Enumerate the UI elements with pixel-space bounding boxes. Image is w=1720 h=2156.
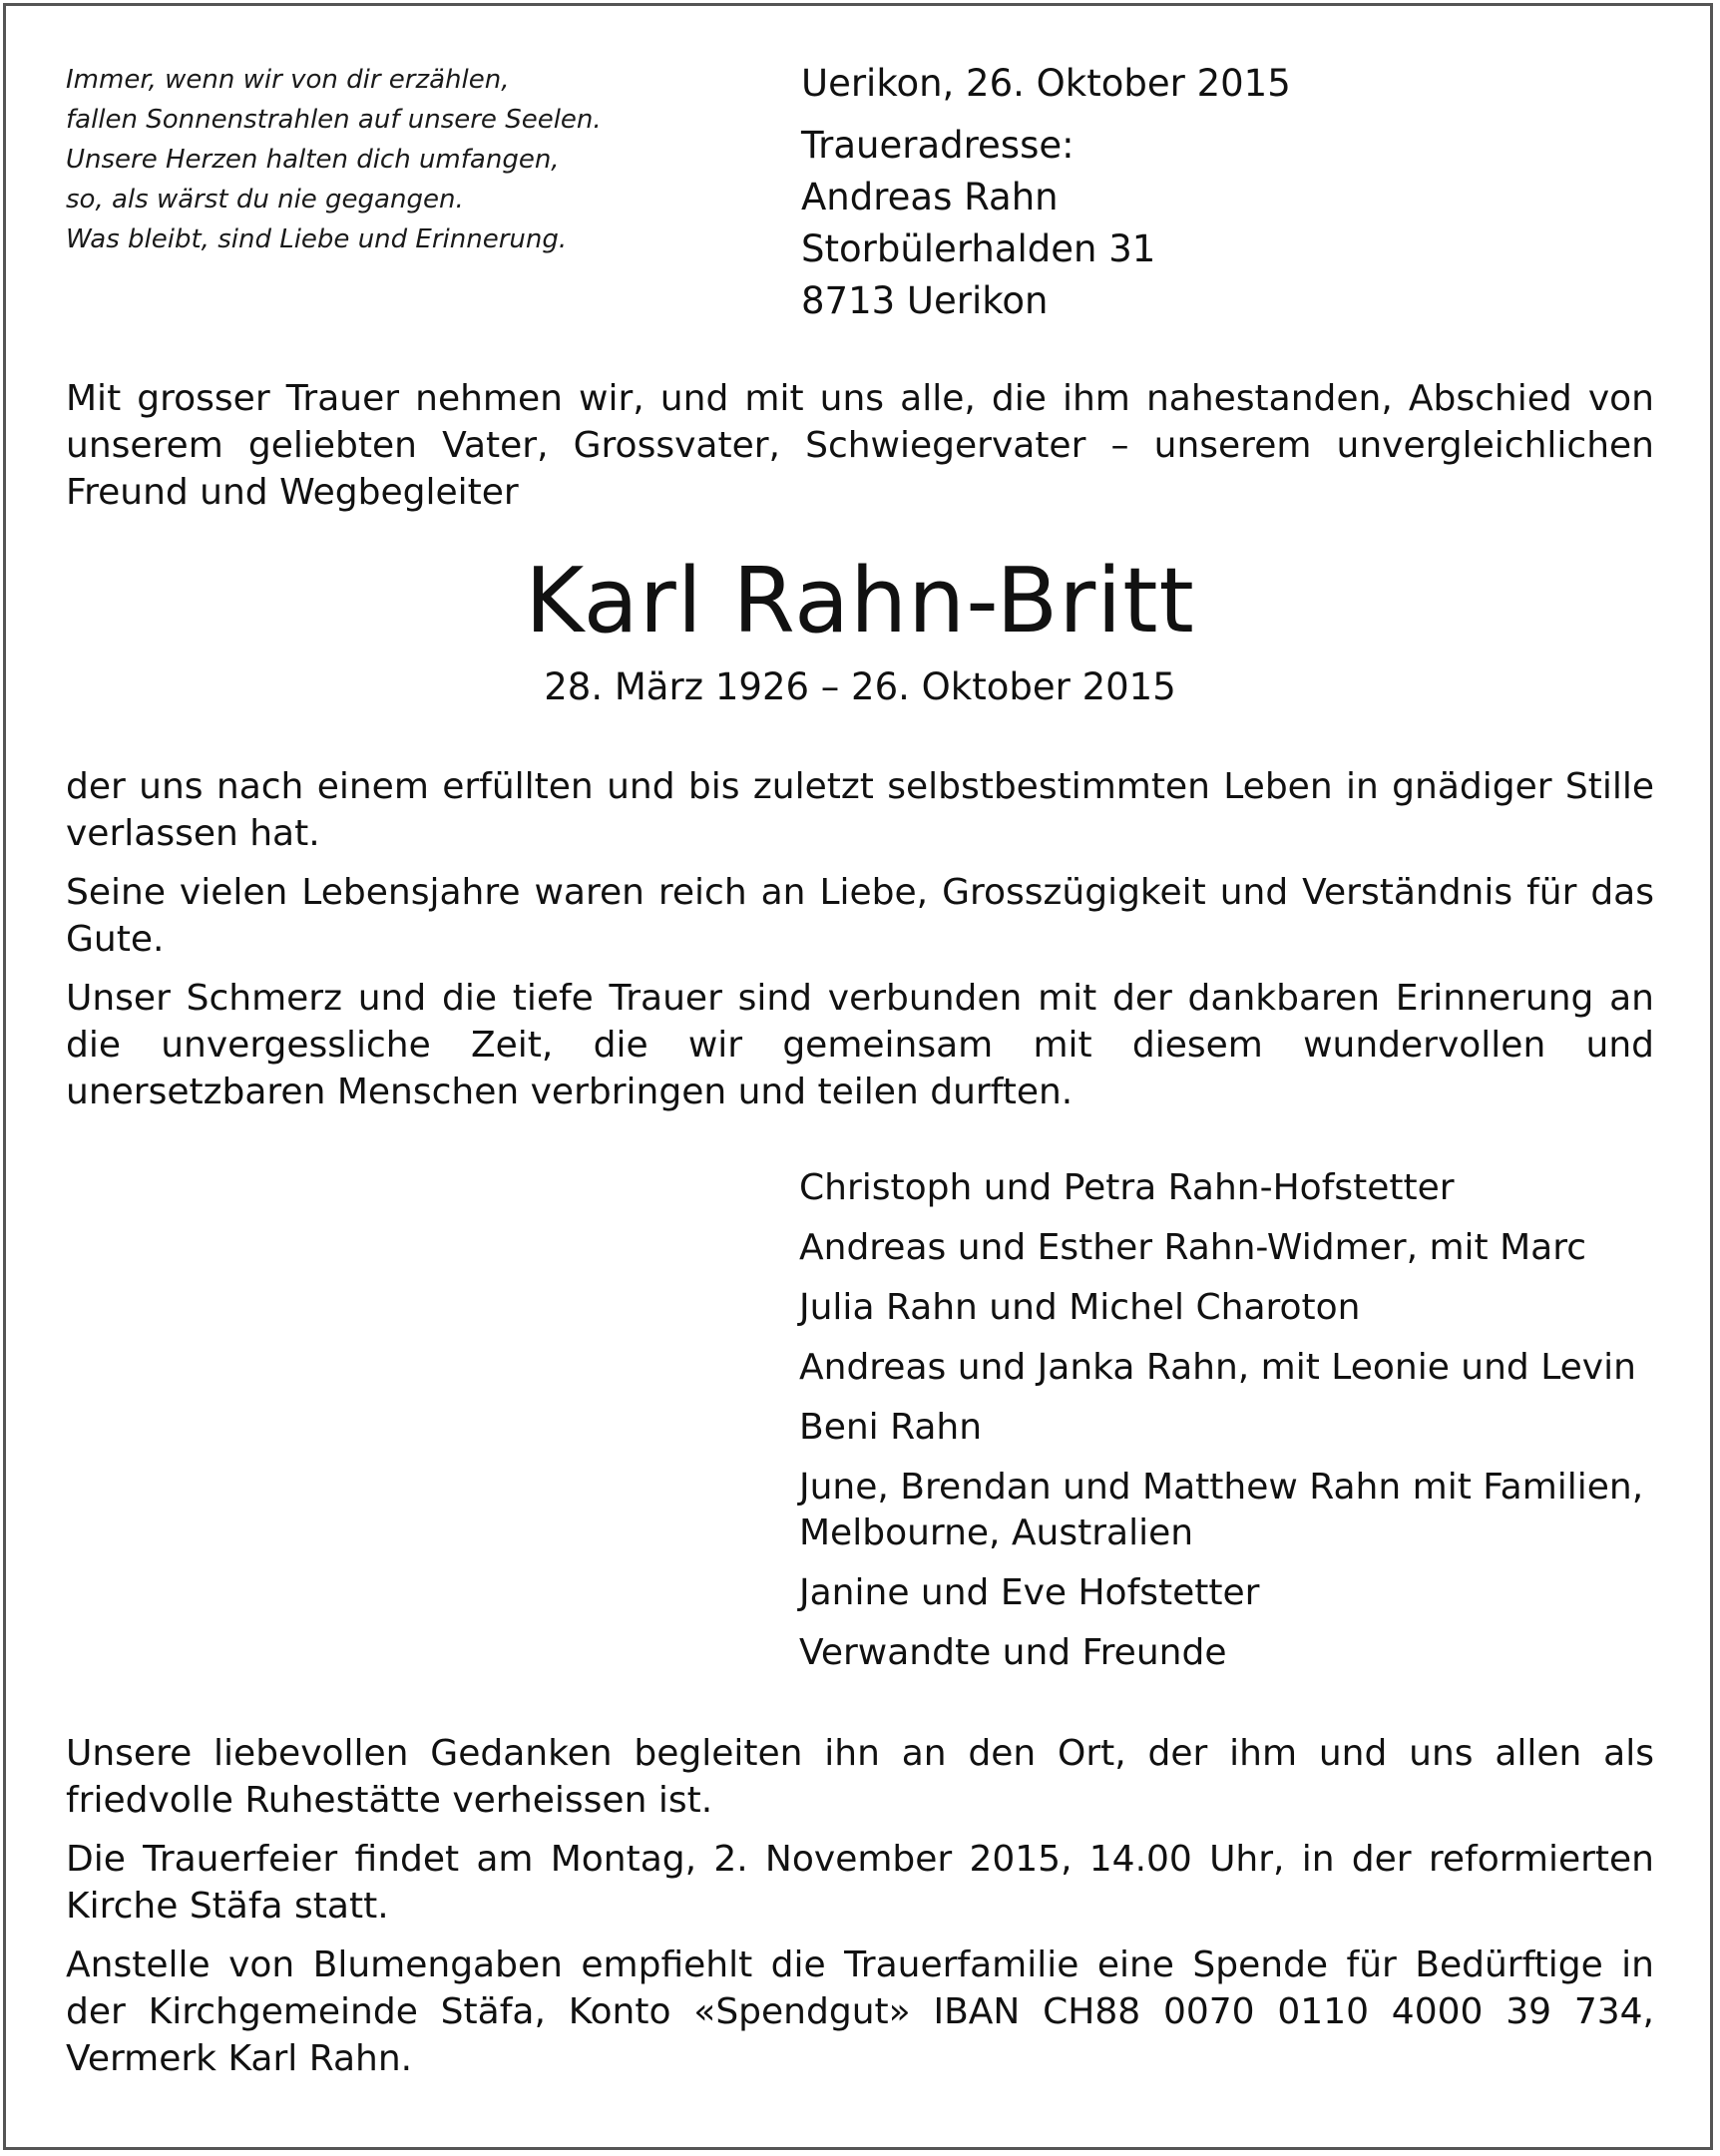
paragraph: der uns nach einem erfüllten und bis zuletzt selbstbestimmten Leben in gnädiger Stille verlassen hat. xyxy=(66,766,1654,854)
mourner-entry: Andreas und Esther Rahn-Widmer, mit Marc xyxy=(799,1227,1587,1268)
paragraph: Unser Schmerz und die tiefe Trauer sind verbunden mit der dankbaren Erinnerung an die unvergessliche Zeit, die wir gemeinsam mit diesem wundervollen und unersetzbaren Menschen verbringen und teilen durften. xyxy=(66,978,1654,1112)
mourner-entry: June, Brendan und Matthew Rahn mit Familien, Melbourne, Australien xyxy=(799,1467,1644,1553)
mourner-entry: Julia Rahn und Michel Charoton xyxy=(799,1287,1361,1328)
poem-line: fallen Sonnenstrahlen auf unsere Seelen. xyxy=(66,105,602,135)
address-street: Storbülerhalden 31 xyxy=(801,227,1156,270)
mourner-entry: Verwandte und Freunde xyxy=(799,1632,1227,1673)
address-name: Andreas Rahn xyxy=(801,176,1059,218)
paragraph: Seine vielen Lebensjahre waren reich an Liebe, Grosszügigkeit und Verständnis für das Gute. xyxy=(66,872,1654,960)
paragraph: Anstelle von Blumengaben empfiehlt die Trauerfamilie eine Spende für Bedürftige in der Kirchgemeinde Stäfa, Konto «Spendgut» IBAN CH88 0070 0110 4000 39 734, Vermerk Karl Rahn. xyxy=(66,1944,1654,2079)
mourner-entry: Janine und Eve Hofstetter xyxy=(799,1572,1260,1613)
mourner-entry: Andreas und Janka Rahn, mit Leonie und Levin xyxy=(799,1347,1636,1388)
life-dates: 28. März 1926 – 26. Oktober 2015 xyxy=(544,665,1176,708)
deceased-name: Karl Rahn-Britt xyxy=(525,549,1195,653)
poem-line: Immer, wenn wir von dir erzählen, xyxy=(66,65,510,95)
header-address-block xyxy=(801,58,1599,327)
address-city: 8713 Uerikon xyxy=(801,279,1049,322)
paragraph: Die Trauerfeier findet am Montag, 2. November 2015, 14.00 Uhr, in der reformierten Kirche Stäfa statt. xyxy=(66,1839,1654,1927)
mourner-entry: Beni Rahn xyxy=(799,1407,983,1448)
poem-line: so, als wärst du nie gegangen. xyxy=(66,185,464,215)
deceased-block xyxy=(0,547,1720,712)
intro-paragraph: Mit grosser Trauer nehmen wir, und mit uns alle, die ihm nahestanden, Abschied von unserem geliebten Vater, Grossvater, Schwiegervater – unserem unvergleichlichen Freund und Wegbegleiter xyxy=(66,378,1654,513)
mourners-list xyxy=(799,1165,1677,1690)
body-paragraphs-1 xyxy=(66,763,1654,1127)
poem xyxy=(66,60,704,259)
body-paragraphs-2 xyxy=(66,1730,1654,2094)
paragraph: Unsere liebevollen Gedanken begleiten ihn an den Ort, der ihm und uns allen als friedvolle Ruhestätte verheissen ist. xyxy=(66,1733,1654,1821)
address-label: Traueradresse: xyxy=(801,124,1075,167)
poem-line: Unsere Herzen halten dich umfangen, xyxy=(66,145,560,175)
poem-line: Was bleibt, sind Liebe und Erinnerung. xyxy=(66,224,568,254)
mourner-entry: Christoph und Petra Rahn-Hofstetter xyxy=(799,1167,1455,1208)
place-date: Uerikon, 26. Oktober 2015 xyxy=(801,62,1291,105)
